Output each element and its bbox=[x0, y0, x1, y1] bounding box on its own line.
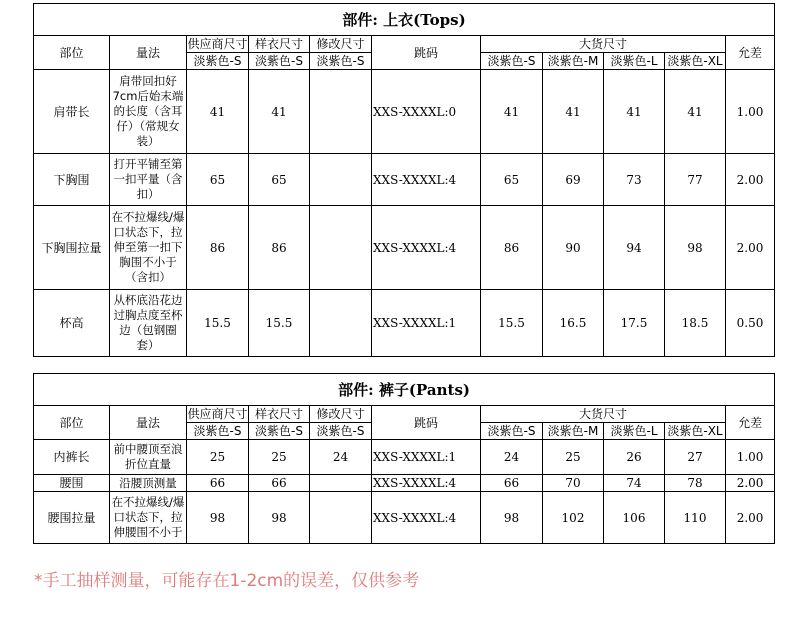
cell-supplier: 86 bbox=[187, 206, 249, 290]
cell-bulk-m: 90 bbox=[543, 206, 604, 290]
cell-size-code: XXS-XXXXL:0 bbox=[372, 70, 481, 154]
cell-sample: 65 bbox=[249, 154, 310, 206]
cell-size-code: XXS-XXXXL:4 bbox=[372, 206, 481, 290]
cell-revised bbox=[310, 290, 372, 357]
table-row bbox=[34, 154, 775, 206]
table-row bbox=[34, 440, 775, 475]
header-supplier: 供应商尺寸 bbox=[187, 37, 248, 51]
cell-method: 在不拉爆线/爆口状态下，拉伸至第一扣下胸围不小于（含扣） bbox=[110, 206, 187, 290]
cell-bulk-l: 106 bbox=[604, 492, 665, 544]
cell-bulk-m: 102 bbox=[543, 492, 604, 544]
cell-sample: 86 bbox=[249, 206, 310, 290]
cell-part: 下胸围拉量 bbox=[34, 206, 110, 290]
header-method: 量法 bbox=[110, 406, 187, 440]
table-row bbox=[34, 475, 775, 492]
cell-tolerance: 1.00 bbox=[726, 440, 775, 475]
cell-sample: 41 bbox=[249, 70, 310, 154]
cell-part: 腰围拉量 bbox=[34, 492, 110, 544]
header-size-code: 跳码 bbox=[372, 406, 481, 440]
cell-part: 下胸围 bbox=[34, 154, 110, 206]
cell-size-code: XXS-XXXXL:4 bbox=[372, 475, 481, 492]
header-method: 量法 bbox=[110, 36, 187, 70]
header-supplier: 供应商尺寸 bbox=[187, 407, 248, 421]
cell-method: 沿腰顶测量 bbox=[110, 475, 187, 492]
pants-header-row bbox=[34, 406, 775, 423]
cell-method: 从杯底沿花边过胸点度至杯边（包钢圈套） bbox=[110, 290, 187, 357]
cell-sample: 98 bbox=[249, 492, 310, 544]
cell-tolerance: 2.00 bbox=[726, 154, 775, 206]
pants-title: 部件: 裤子(Pants) bbox=[34, 374, 775, 406]
cell-bulk-m: 69 bbox=[543, 154, 604, 206]
cell-supplier: 41 bbox=[187, 70, 249, 154]
cell-bulk-m: 16.5 bbox=[543, 290, 604, 357]
cell-bulk-m: 41 bbox=[543, 70, 604, 154]
cell-size-code: XXS-XXXXL:4 bbox=[372, 154, 481, 206]
table-row bbox=[34, 492, 775, 544]
cell-revised bbox=[310, 154, 372, 206]
cell-supplier: 66 bbox=[187, 475, 249, 492]
header-sample-color: 淡紫色-S bbox=[249, 53, 310, 70]
cell-supplier: 98 bbox=[187, 492, 249, 544]
disclaimer-note: *手工抽样测量，可能存在1-2cm的误差，仅供参考 bbox=[34, 571, 420, 591]
header-revised: 修改尺寸 bbox=[310, 36, 372, 53]
header-sample-color: 淡紫色-S bbox=[249, 423, 310, 440]
cell-bulk-xl: 110 bbox=[665, 492, 726, 544]
header-bulk-l: 淡紫色-L bbox=[604, 423, 665, 440]
cell-sample: 25 bbox=[249, 440, 310, 475]
cell-part: 肩带长 bbox=[34, 70, 110, 154]
cell-bulk-s: 24 bbox=[481, 440, 543, 475]
header-bulk-xl: 淡紫色-XL bbox=[665, 423, 726, 440]
tops-title: 部件: 上衣(Tops) bbox=[34, 4, 775, 36]
cell-part: 腰围 bbox=[34, 475, 110, 492]
cell-tolerance: 2.00 bbox=[726, 492, 775, 544]
cell-bulk-xl: 78 bbox=[665, 475, 726, 492]
header-bulk-xl: 淡紫色-XL bbox=[665, 53, 726, 70]
cell-supplier: 15.5 bbox=[187, 290, 249, 357]
header-revised-color: 淡紫色-S bbox=[310, 423, 372, 440]
cell-bulk-s: 86 bbox=[481, 206, 543, 290]
cell-method: 肩带回扣好7cm后始末端的长度（含耳仔）（常规女装） bbox=[110, 70, 187, 154]
cell-bulk-xl: 27 bbox=[665, 440, 726, 475]
table-row bbox=[34, 290, 775, 357]
header-revised-color: 淡紫色-S bbox=[310, 53, 372, 70]
pants-title-row bbox=[34, 374, 775, 406]
cell-revised bbox=[310, 70, 372, 154]
cell-bulk-l: 17.5 bbox=[604, 290, 665, 357]
header-part: 部位 bbox=[34, 406, 110, 440]
cell-bulk-l: 94 bbox=[604, 206, 665, 290]
cell-size-code: XXS-XXXXL:1 bbox=[372, 290, 481, 357]
cell-sample: 66 bbox=[249, 475, 310, 492]
cell-bulk-l: 41 bbox=[604, 70, 665, 154]
cell-bulk-xl: 77 bbox=[665, 154, 726, 206]
cell-bulk-m: 25 bbox=[543, 440, 604, 475]
cell-size-code: XXS-XXXXL:4 bbox=[372, 492, 481, 544]
header-bulk-m: 淡紫色-M bbox=[543, 53, 604, 70]
header-tolerance: 允差 bbox=[726, 406, 775, 440]
cell-sample: 15.5 bbox=[249, 290, 310, 357]
cell-bulk-s: 65 bbox=[481, 154, 543, 206]
header-part: 部位 bbox=[34, 36, 110, 70]
header-bulk: 大货尺寸 bbox=[481, 36, 726, 53]
cell-supplier: 25 bbox=[187, 440, 249, 475]
cell-revised: 24 bbox=[310, 440, 372, 475]
cell-bulk-l: 26 bbox=[604, 440, 665, 475]
header-supplier-color: 淡紫色-S bbox=[187, 423, 249, 440]
cell-bulk-l: 73 bbox=[604, 154, 665, 206]
tops-title-row bbox=[34, 4, 775, 36]
header-sample: 样衣尺寸 bbox=[249, 36, 310, 53]
header-bulk-s: 淡紫色-S bbox=[481, 423, 543, 440]
header-sample: 样衣尺寸 bbox=[249, 406, 310, 423]
cell-revised bbox=[310, 492, 372, 544]
cell-bulk-s: 66 bbox=[481, 475, 543, 492]
header-bulk-s: 淡紫色-S bbox=[481, 53, 543, 70]
header-supplier-color: 淡紫色-S bbox=[187, 53, 249, 70]
tops-spec-table bbox=[33, 3, 775, 357]
cell-part: 内裤长 bbox=[34, 440, 110, 475]
cell-revised bbox=[310, 475, 372, 492]
cell-bulk-s: 15.5 bbox=[481, 290, 543, 357]
header-size-code: 跳码 bbox=[372, 36, 481, 70]
table-row bbox=[34, 206, 775, 290]
header-bulk: 大货尺寸 bbox=[481, 406, 726, 423]
cell-tolerance: 1.00 bbox=[726, 70, 775, 154]
table-row bbox=[34, 70, 775, 154]
header-bulk-l: 淡紫色-L bbox=[604, 53, 665, 70]
cell-bulk-s: 98 bbox=[481, 492, 543, 544]
cell-method: 前中腰顶至浪折位直量 bbox=[110, 440, 187, 475]
header-tolerance: 允差 bbox=[726, 36, 775, 70]
header-revised: 修改尺寸 bbox=[310, 406, 372, 423]
cell-tolerance: 2.00 bbox=[726, 475, 775, 492]
cell-bulk-m: 70 bbox=[543, 475, 604, 492]
tops-header-row bbox=[34, 36, 775, 53]
pants-spec-table-container bbox=[33, 373, 774, 544]
cell-method: 打开平铺至第一扣平量（含扣） bbox=[110, 154, 187, 206]
tops-spec-table-container bbox=[33, 3, 774, 357]
header-bulk-m: 淡紫色-M bbox=[543, 423, 604, 440]
cell-bulk-xl: 98 bbox=[665, 206, 726, 290]
cell-tolerance: 0.50 bbox=[726, 290, 775, 357]
cell-revised bbox=[310, 206, 372, 290]
cell-size-code: XXS-XXXXL:1 bbox=[372, 440, 481, 475]
cell-method: 在不拉爆线/爆口状态下，拉伸腰围不小于 bbox=[110, 492, 187, 544]
cell-part: 杯高 bbox=[34, 290, 110, 357]
pants-spec-table bbox=[33, 373, 775, 544]
cell-bulk-s: 41 bbox=[481, 70, 543, 154]
cell-bulk-xl: 18.5 bbox=[665, 290, 726, 357]
cell-bulk-l: 74 bbox=[604, 475, 665, 492]
cell-supplier: 65 bbox=[187, 154, 249, 206]
cell-bulk-xl: 41 bbox=[665, 70, 726, 154]
cell-tolerance: 2.00 bbox=[726, 206, 775, 290]
